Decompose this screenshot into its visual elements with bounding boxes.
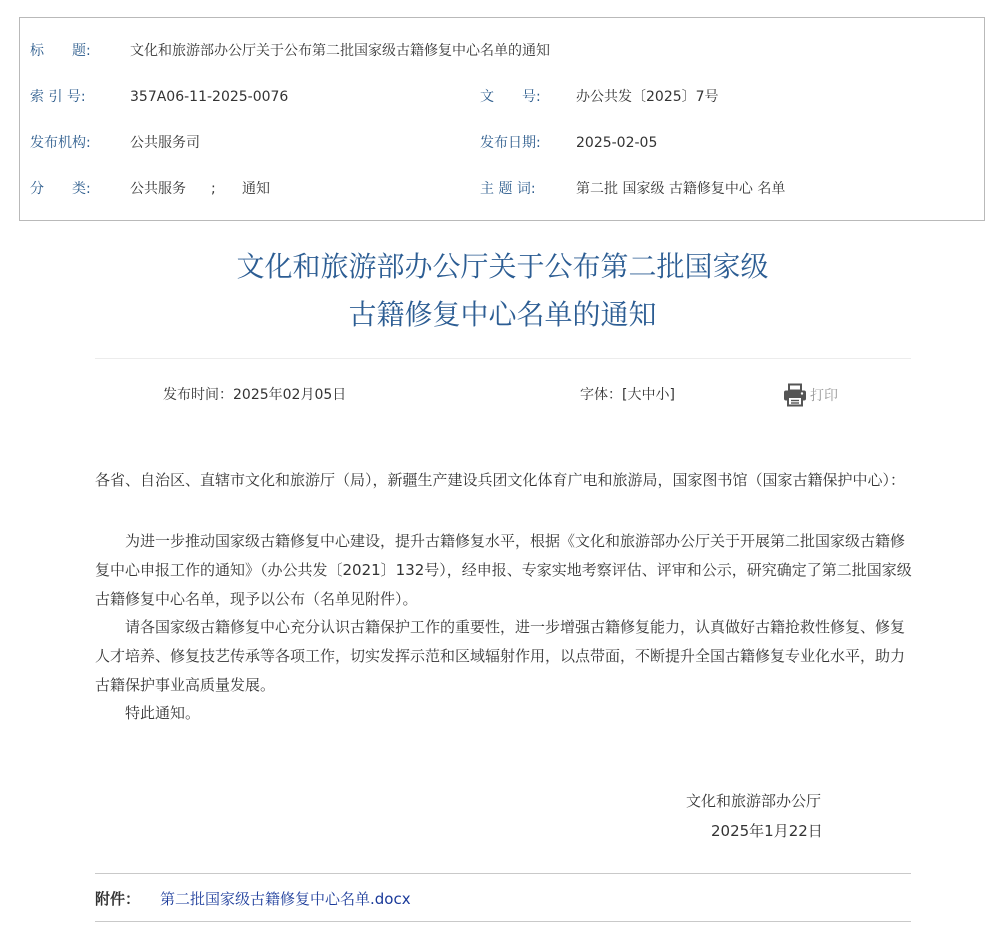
meta-title-value: 文化和旅游部办公厅关于公布第二批国家级古籍修复中心名单的通知 bbox=[130, 43, 550, 59]
body-paragraph-2: 请各国家级古籍修复中心充分认识古籍保护工作的重要性，进一步增强古籍修复能力，认真做好古籍抢救性修复、修复人才培养、修复技艺传承等各项工作，切实发挥示范和区域辐射作用，以点带面，不断提升全国古籍修复专业化水平，助力古籍保护事业高质量发展。 bbox=[95, 618, 906, 694]
font-size-options[interactable]: [大中小] bbox=[622, 387, 675, 403]
meta-docno-value: 办公共发〔2025〕7号 bbox=[576, 89, 719, 105]
attachment-link[interactable]: 第二批国家级古籍修复中心名单.docx bbox=[160, 890, 411, 908]
body-paragraph-3: 特此通知。 bbox=[125, 704, 201, 722]
meta-category-value-1: 公共服务 bbox=[130, 181, 186, 197]
signature-org: 文化和旅游部办公厅 bbox=[686, 792, 822, 810]
article-title-line-2: 古籍修复中心名单的通知 bbox=[348, 298, 657, 331]
meta-index-label: 索 引 号: bbox=[30, 89, 86, 105]
publish-time: 发布时间：2025年02月05日 bbox=[163, 387, 347, 403]
title-divider bbox=[95, 358, 911, 359]
meta-category-separator: ; bbox=[211, 181, 216, 197]
meta-docno-label: 文 号: bbox=[480, 89, 541, 105]
printer-icon bbox=[782, 383, 808, 407]
body-paragraph-1: 为进一步推动国家级古籍修复中心建设，提升古籍修复水平，根据《文化和旅游部办公厅关于开展第二批国家级古籍修复中心申报工作的通知》（办公共发〔2021〕132号），经申报、专家实地考察评估、评审和公示，研究确定了第二批国家级古籍修复中心名单，现予以公布（名单见附件）。 bbox=[95, 532, 912, 608]
meta-row-index bbox=[30, 86, 970, 108]
attachment-top-divider bbox=[95, 873, 911, 874]
meta-row-title bbox=[30, 40, 970, 62]
font-size-label: 字体： bbox=[580, 387, 622, 403]
signature-date: 2025年1月22日 bbox=[711, 822, 823, 840]
meta-title-label: 标 题: bbox=[30, 43, 91, 59]
attachment-bottom-divider bbox=[95, 921, 911, 922]
meta-org-label: 发布机构: bbox=[30, 135, 91, 151]
font-size-control bbox=[580, 384, 675, 406]
meta-keywords-value: 第二批 国家级 古籍修复中心 名单 bbox=[576, 181, 786, 197]
print-label: 打印 bbox=[810, 388, 838, 404]
meta-date-value: 2025-02-05 bbox=[576, 135, 658, 151]
article-title-line-1: 文化和旅游部办公厅关于公布第二批国家级 bbox=[236, 250, 769, 283]
print-button[interactable] bbox=[782, 382, 838, 408]
metadata-panel bbox=[19, 17, 985, 221]
meta-org-value: 公共服务司 bbox=[130, 135, 200, 151]
meta-row-org bbox=[30, 132, 970, 154]
attachment-label: 附件： bbox=[95, 890, 141, 908]
meta-keywords-label: 主 题 词: bbox=[480, 181, 536, 197]
meta-date-label: 发布日期: bbox=[480, 135, 541, 151]
salutation-paragraph: 各省、自治区、直辖市文化和旅游厅（局），新疆生产建设兵团文化体育广电和旅游局，国家图书馆（国家古籍保护中心）： bbox=[95, 471, 906, 489]
meta-row-category bbox=[30, 178, 970, 200]
meta-index-value: 357A06-11-2025-0076 bbox=[130, 89, 289, 105]
meta-category-value-2: 通知 bbox=[242, 181, 270, 197]
meta-category-label: 分 类: bbox=[30, 181, 91, 197]
